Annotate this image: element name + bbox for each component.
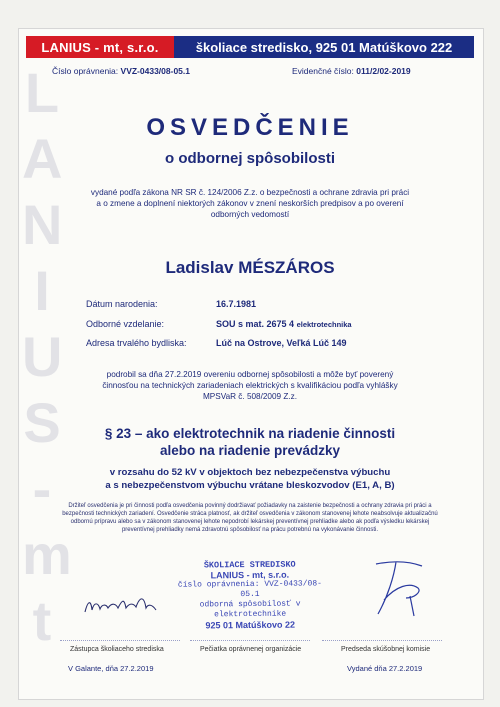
watermark-letter: I bbox=[34, 259, 50, 322]
paragraph-line-2: alebo na riadenie prevádzky bbox=[159, 443, 341, 458]
field-dob bbox=[86, 299, 256, 309]
certificate-title: OSVEDČENIE bbox=[146, 114, 354, 141]
holder-name: Ladislav MÉSZÁROS bbox=[165, 258, 335, 277]
watermark-letter: t bbox=[32, 589, 52, 652]
watermark-letter: U bbox=[22, 325, 63, 388]
license-label: Číslo oprávnenia: bbox=[52, 66, 119, 76]
field-education bbox=[86, 319, 352, 329]
watermark-letter: N bbox=[22, 193, 63, 256]
address-label: Adresa trvalého bydliska: bbox=[86, 338, 187, 348]
education-detail: elektrotechnika bbox=[296, 320, 352, 329]
certificate-subtitle: o odbornej spôsobilosti bbox=[165, 150, 335, 167]
organization-stamp bbox=[170, 559, 331, 630]
registry-number bbox=[292, 66, 411, 76]
left-signatory-role: Zástupca školiaceho strediska bbox=[70, 646, 164, 653]
right-signatory-role: Predseda skúšobnej komisie bbox=[341, 646, 431, 653]
watermark-letter: m bbox=[22, 523, 72, 586]
watermark-letter: L bbox=[24, 61, 60, 124]
center-signatory-role: Pečiatka oprávnenej organizácie bbox=[200, 646, 302, 653]
address-value: Lúč na Ostrove, Veľká Lúč 149 bbox=[216, 338, 347, 348]
center-signature-line bbox=[190, 640, 310, 641]
validity-note: Držiteľ osvedčenia je pri činnosti podľa osvedčenia povinný dodržiavať požiadavky na zaistenie bezpečnosti a ochrany zdravia pri práci a bezpečnosti technických zariadení. Osvedčenie stráca platnosť, ak držiteľ osvedčenia v zákonom stanovenej lehote neabsolvuje aktualizačnú odbornú prípravu alebo sa v zákonom stanovenej lehote nepodrobí lekárskej preventívnej prehliadke alebo ak podľa výsledku lekárskej preventívnej prehliadky nemá zdravotnú spôsobilosť na prácu potrebnú na vykonávanie činnosti. bbox=[62, 503, 438, 533]
registry-label: Evidenčné číslo: bbox=[292, 66, 354, 76]
watermark-letter: S bbox=[23, 391, 61, 454]
right-signature-line bbox=[322, 640, 442, 641]
stamp-line-1: ŠKOLIACE STREDISKO bbox=[203, 559, 296, 571]
legal-intro: vydané podľa zákona NR SR č. 124/2006 Z.z. o bezpečnosti a ochrane zdravia pri práci a o zmene a doplnení niektorých zákonov v znení neskorších predpisov a po overení odborných vedomostí bbox=[90, 188, 410, 219]
left-signature-icon bbox=[82, 592, 162, 618]
right-signature-icon bbox=[366, 556, 436, 620]
education-label: Odborné vzdelanie: bbox=[86, 319, 165, 329]
license-number bbox=[52, 66, 190, 76]
paragraph-line-1: § 23 – ako elektrotechnik na riadenie činnosti bbox=[104, 426, 396, 441]
field-address bbox=[86, 338, 347, 348]
left-signature-line bbox=[60, 640, 180, 641]
stamp-line-4: odborná spôsobilosť v elektrotechnike bbox=[199, 599, 301, 620]
stamp-line-5: 925 01 Matúškovo 22 bbox=[205, 619, 296, 631]
scope-text bbox=[0, 466, 500, 492]
stamp-line-3: číslo oprávnenia: VVZ-0433/08-05.1 bbox=[177, 579, 322, 600]
dob-label: Dátum narodenia: bbox=[86, 299, 158, 309]
company-name: LANIUS - mt, s.r.o. bbox=[26, 36, 174, 58]
paragraph-heading bbox=[0, 425, 500, 459]
header-banner bbox=[26, 36, 474, 58]
watermark-letter: - bbox=[32, 457, 52, 520]
qualification-text: podrobil sa dňa 27.2.2019 overeniu odbornej spôsobilosti a môže byť poverený činnosťou na technických zariadeniach elektrických s kvalifikáciou podľa vyhlášky MPSVaR č. 508/2009 Z.z. bbox=[102, 370, 398, 401]
dob-value: 16.7.1981 bbox=[216, 299, 257, 309]
education-value: SOU s mat. 2675 4 bbox=[216, 319, 295, 329]
stamp-line-2: LANIUS - mt, s.r.o. bbox=[210, 569, 290, 581]
registry-value: 011/2/02-2019 bbox=[356, 66, 411, 76]
right-date: Vydané dňa 27.2.2019 bbox=[347, 664, 423, 673]
scope-line-2: a s nebezpečenstvom výbuchu vrátane bleskozvodov (E1, A, B) bbox=[105, 480, 395, 491]
company-address: školiace stredisko, 925 01 Matúškovo 222 bbox=[174, 36, 474, 58]
watermark-letter: A bbox=[22, 127, 63, 190]
left-date: V Galante, dňa 27.2.2019 bbox=[68, 664, 154, 673]
scope-line-1: v rozsahu do 52 kV v objektoch bez nebezpečenstva výbuchu bbox=[109, 467, 391, 478]
license-value: VVZ-0433/08-05.1 bbox=[120, 66, 190, 76]
